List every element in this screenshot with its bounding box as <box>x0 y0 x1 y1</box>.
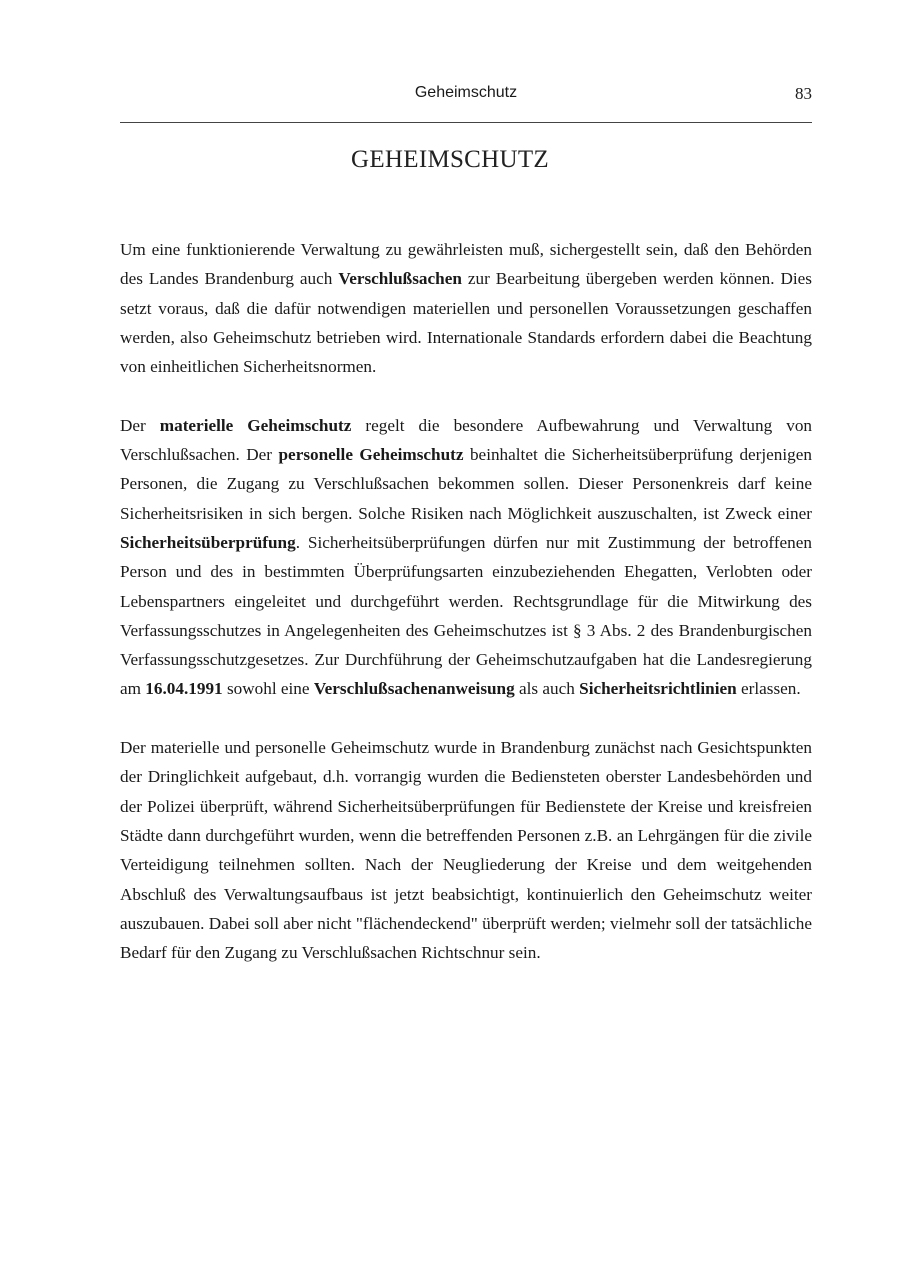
p2-text-1: Der <box>120 415 160 435</box>
p1-text-1: Um eine funktionierende Verwaltung zu gewährleisten muß, sichergestellt sein, daß den Behörden des Landes Brandenburg auch <box>120 240 812 289</box>
paragraph-2 <box>120 411 812 704</box>
p2-text-4: . Sicherheitsüberprüfungen dürfen nur mit Zustimmung der betroffenen Person und des in bestimmten Überprüfungsarten einzubeziehenden Ehegatten, Verlobten oder Lebenspartners eingeleitet und durchgeführt werden. Rechtsgrundlage für die Mitwirkung des Verfassungsschutzes in Angelegenheiten des Geheimschutzes ist § 3 Abs. 2 des Brandenburgischen Verfassungsschutzgesetzes. Zur Durchführung der Geheimschutzaufgaben hat die Landesregierung am <box>120 532 812 699</box>
p3-text-1: Der materielle und personelle Geheimschutz wurde in Brandenburg zunächst nach Gesichtspunkten der Dringlichkeit aufgebaut, d.h. vorrangig wurden die Bediensteten oberster Landesbehörden und der Polizei überprüft, während Sicherheitsüberprüfungen für Bedienstete der Kreise und kreisfreien Städte dann durchgeführt wurden, wenn die betreffenden Personen z.B. an Lehrgängen für die zivile Verteidigung teilnehmen sollten. Nach der Neugliederung der Kreise und dem weitgehenden Abschluß des Verwaltungsaufbaus ist jetzt beabsichtigt, kontinuierlich den Geheimschutz weiter auszubauen. Dabei soll aber nicht "flächendeckend" überprüft werden; vielmehr soll der tatsächliche Bedarf für den Zugang zu Verschlußsachen Richtschnur sein. <box>120 738 812 963</box>
section-title: GEHEIMSCHUTZ <box>350 146 550 173</box>
paragraph-1 <box>120 235 812 381</box>
p2-text-7: erlassen. <box>736 679 801 699</box>
p2-text-6: als auch <box>514 679 580 699</box>
p2-bold-date: 16.04.1991 <box>145 679 223 699</box>
p1-bold-verschlusssachen: Verschlußsachen <box>338 269 462 289</box>
p2-text-2: regelt die besondere Aufbewahrung und Verwaltung von Verschlußsachen. Der <box>120 415 813 465</box>
p2-bold-personelle: personelle Geheimschutz <box>278 445 464 465</box>
p2-text-3: beinhaltet die Sicherheitsüberprüfung derjenigen Personen, die Zugang zu Verschlußsachen bekommen sollen. Dieser Personenkreis darf keine Sicherheitsrisiken in sich bergen. Solche Risiken nach Möglichkeit auszuschalten, ist Zweck einer <box>120 445 812 523</box>
p2-bold-sicherheitsueberpruefung: Sicherheitsüberprüfung <box>120 532 296 552</box>
p2-bold-richtlinien: Sicherheitsrichtlinien <box>579 679 737 699</box>
body-text <box>120 235 812 997</box>
paragraph-3 <box>120 733 812 967</box>
page-number: 83 <box>795 84 812 103</box>
p2-bold-anweisung: Verschlußsachenanweisung <box>313 679 515 699</box>
page-header <box>120 84 812 108</box>
p1-text-2: zur Bearbeitung übergeben werden können. Dies setzt voraus, daß die dafür notwendigen materiellen und personellen Voraussetzungen geschaffen werden, also Geheimschutz betrieben wird. Internationale Standards erfordern dabei die Beachtung von einheitlichen Sicherheitsnormen. <box>120 269 812 377</box>
running-title: Geheimschutz <box>414 84 518 101</box>
p2-text-5: sowohl eine <box>222 679 314 699</box>
p2-bold-materielle: materielle Geheimschutz <box>159 415 352 435</box>
header-rule <box>120 122 812 123</box>
